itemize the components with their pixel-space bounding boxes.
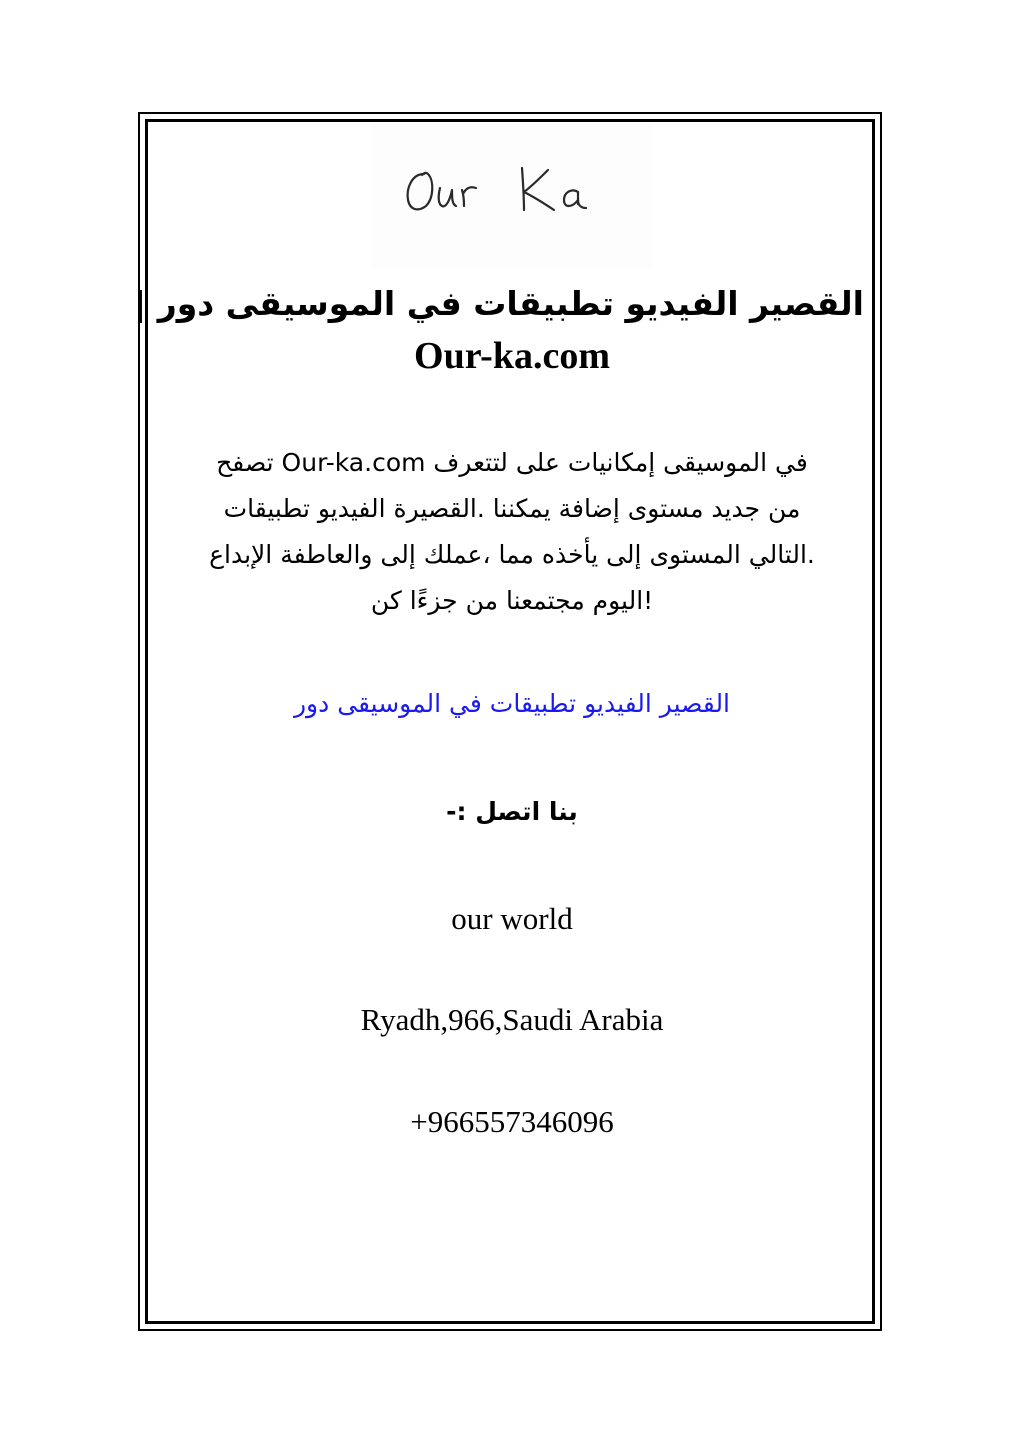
intro-paragraph bbox=[170, 440, 854, 624]
intro-line-1: في الموسيقى إمكانيات على لتتعرف Our-ka.com تصفح bbox=[216, 448, 808, 477]
title-english: Our-ka.com bbox=[414, 335, 610, 377]
page-title bbox=[134, 278, 864, 382]
contact-address: Ryadh,966,Saudi Arabia bbox=[360, 1002, 664, 1037]
intro-line-2: من جديد مستوى إضافة يمكننا .القصيرة الفيديو تطبيقات bbox=[223, 494, 801, 523]
logo-handwriting bbox=[372, 122, 652, 268]
logo-image bbox=[372, 122, 652, 268]
title-arabic: القصير الفيديو تطبيقات في الموسيقى دور | bbox=[134, 284, 864, 323]
contact-company: our world bbox=[451, 901, 573, 936]
intro-line-3: التالي المستوى إلى يأخذه مما ،عملك إلى والعاطفة الإبداع. bbox=[209, 540, 815, 569]
intro-line-4: اليوم مجتمعنا من جزءًا كن! bbox=[370, 586, 654, 615]
article-link[interactable]: القصير الفيديو تطبيقات في الموسيقى دور bbox=[293, 689, 731, 718]
contact-heading: -: بنا اتصل bbox=[446, 797, 578, 826]
contact-phone: +966557346096 bbox=[410, 1104, 614, 1139]
